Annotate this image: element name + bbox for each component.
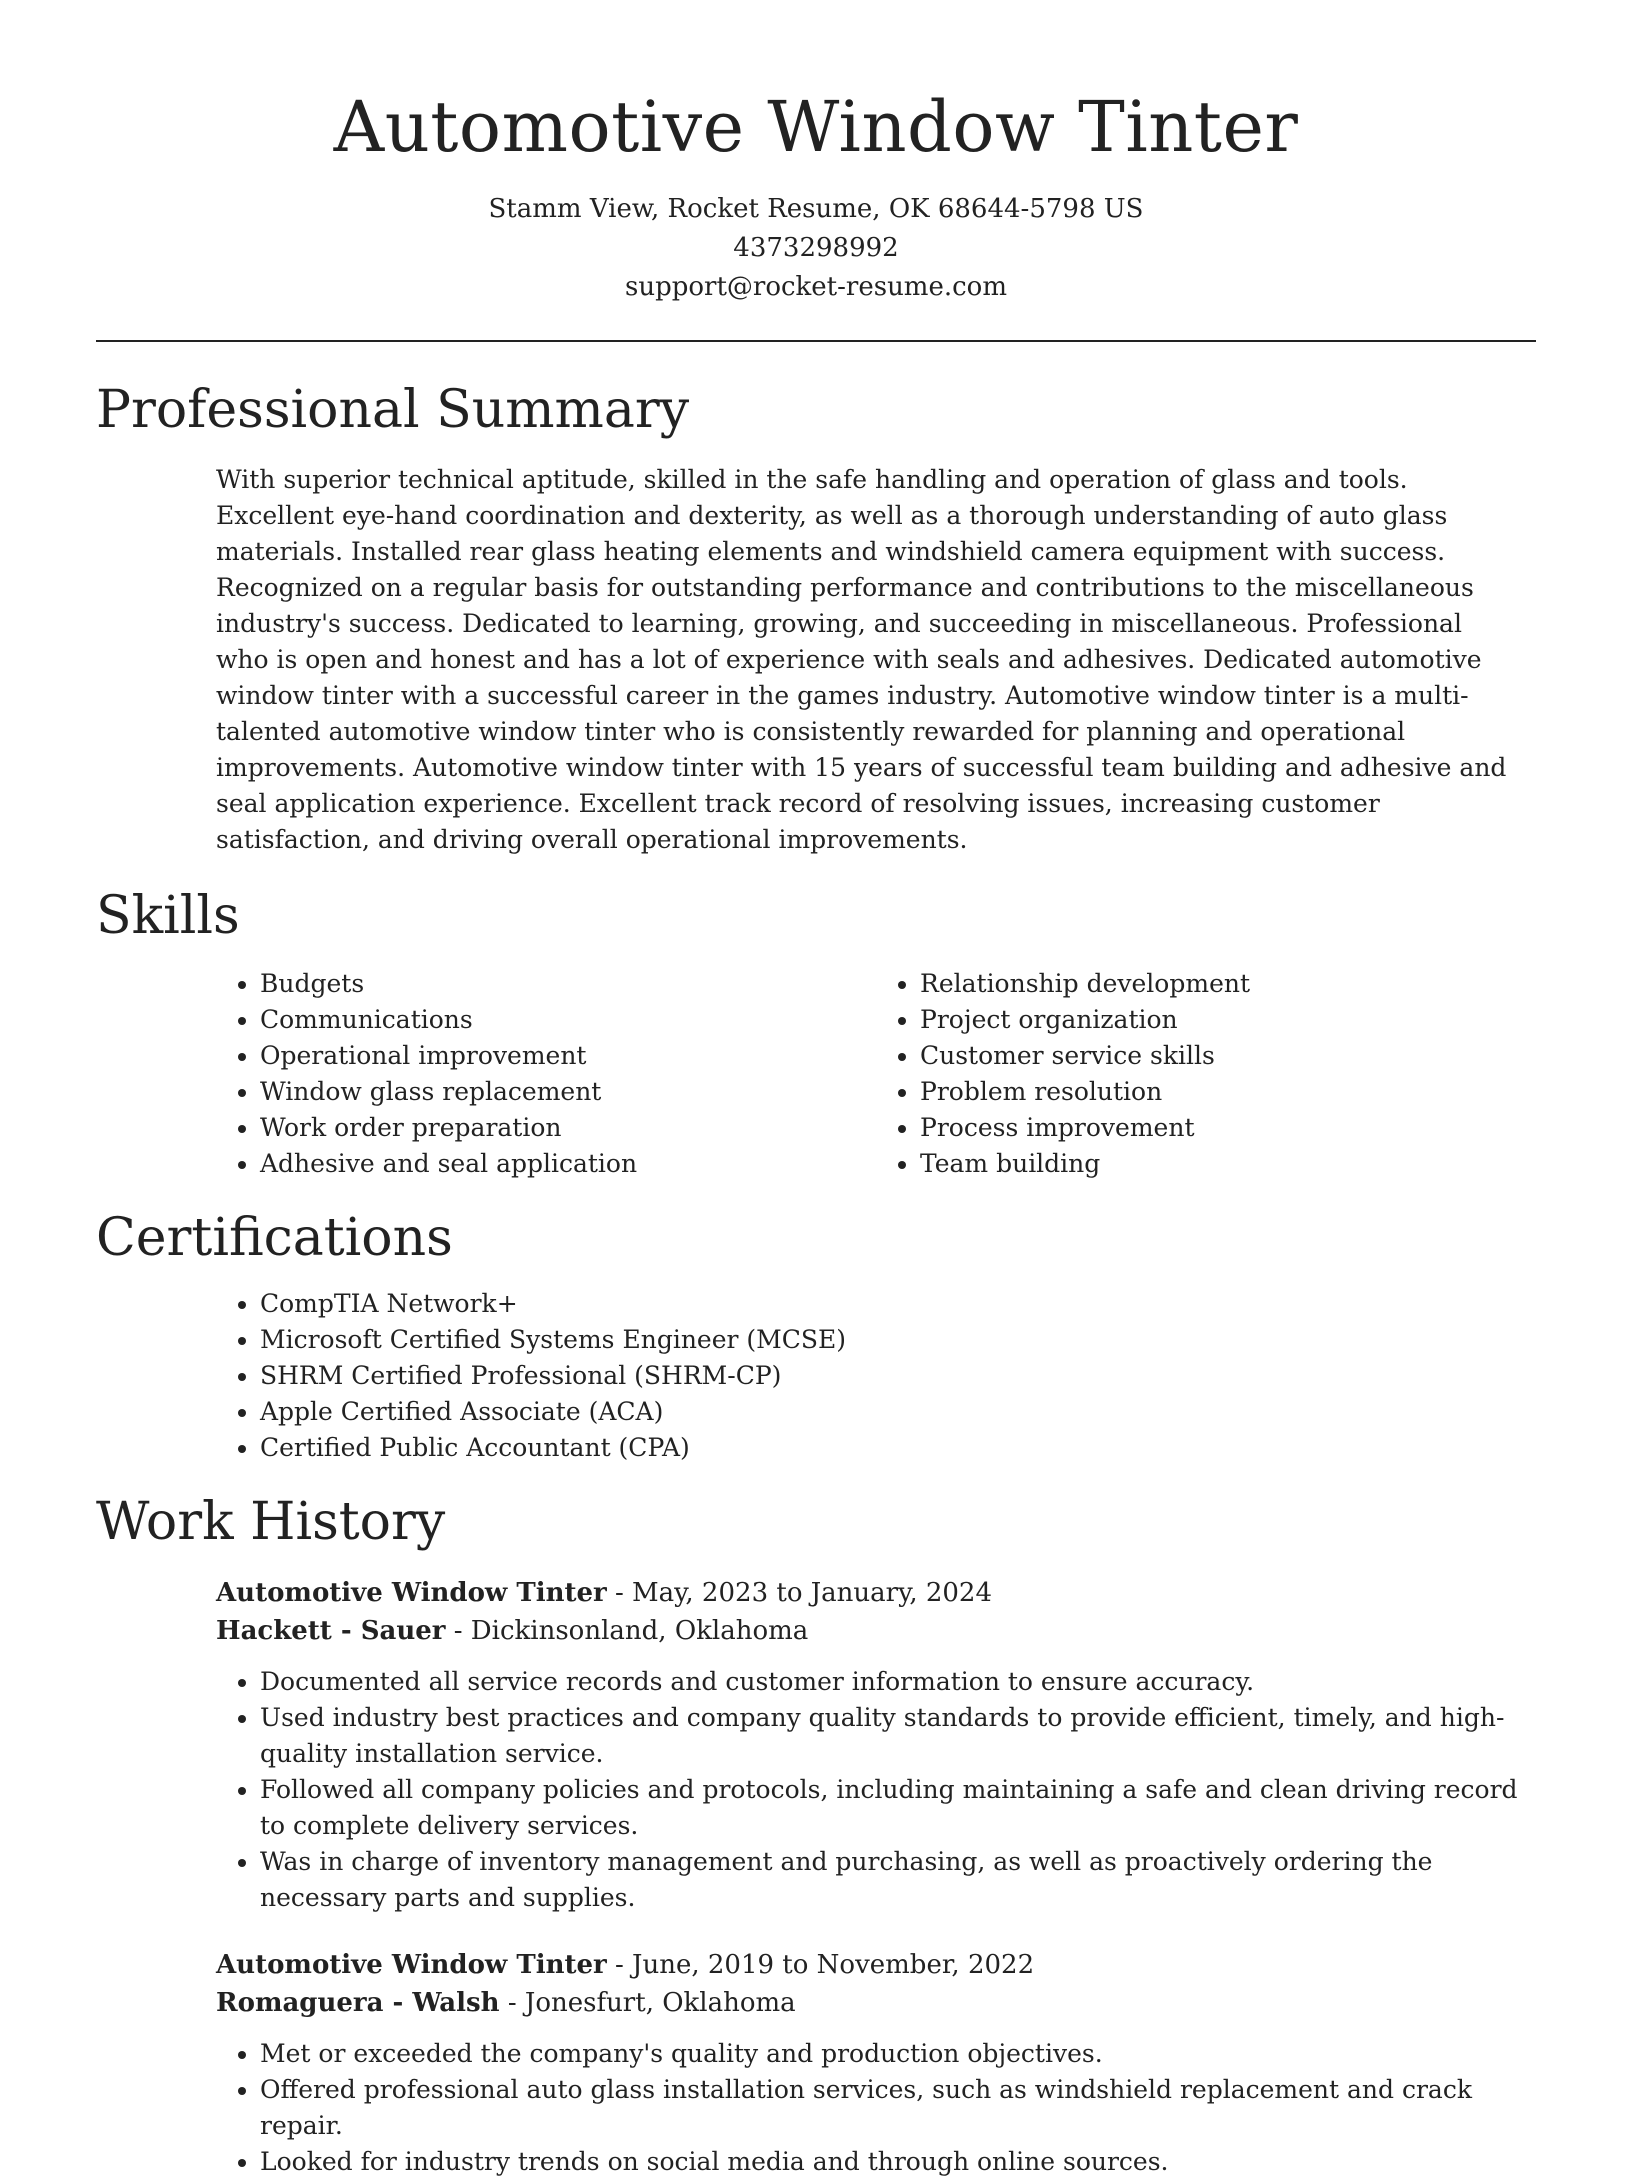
job-dates: - June, 2019 to November, 2022 [606, 1950, 1035, 1980]
summary-section [96, 378, 1536, 858]
skill-item: • Adhesive and seal application [260, 1146, 876, 1182]
email-text: support@rocket-resume.com [624, 272, 1007, 302]
job-role: Automotive Window Tinter [216, 1950, 607, 1980]
skill-item: • Window glass replacement [260, 1074, 876, 1110]
skill-item: • Customer service skills [920, 1038, 1536, 1074]
job-duty-item: • Met or exceeded the company's quality and production objectives. [260, 2036, 1536, 2072]
phone-text: 4373298992 [733, 233, 899, 263]
job-entry [216, 1946, 1536, 2180]
job-role: Automotive Window Tinter [216, 1578, 607, 1608]
skill-item: • Operational improvement [260, 1038, 876, 1074]
contact-block [0, 190, 1632, 307]
job-entry [216, 1574, 1536, 1916]
work-history-heading: Work History [96, 1492, 446, 1552]
summary-heading: Professional Summary [96, 380, 690, 440]
certifications-list [96, 1286, 1536, 1466]
skills-grid [96, 966, 1536, 1182]
job-duty-item: • Used industry best practices and company quality standards to provide efficient, timely, and high-quality installation service. [260, 1700, 1536, 1772]
skills-heading: Skills [96, 886, 240, 946]
skill-item: • Relationship development [920, 966, 1536, 1002]
job-location: - Dickinsonland, Oklahoma [445, 1616, 809, 1646]
job-company-line [216, 1984, 1536, 2022]
job-duty-item: • Was in charge of inventory management and purchasing, as well as proactively ordering the necessary parts and supplies. [260, 1844, 1536, 1916]
skills-column-left [96, 966, 876, 1182]
certifications-section [96, 1206, 1536, 1466]
skill-item: • Work order preparation [260, 1110, 876, 1146]
certifications-heading: Certifications [96, 1208, 453, 1268]
certification-item: • SHRM Certified Professional (SHRM-CP) [260, 1358, 1536, 1394]
skill-item: • Team building [920, 1146, 1536, 1182]
skill-item: • Process improvement [920, 1110, 1536, 1146]
job-duty-item: • Looked for industry trends on social media and through online sources. [260, 2144, 1536, 2180]
job-duty-item: • Documented all service records and customer information to ensure accuracy. [260, 1664, 1536, 1700]
job-company: Hackett - Sauer [216, 1616, 446, 1646]
skills-section [96, 884, 1536, 1182]
skills-column-right [876, 966, 1536, 1182]
certification-item: • Apple Certified Associate (ACA) [260, 1394, 1536, 1430]
resume-header [0, 0, 1632, 307]
job-duties-list [216, 1664, 1536, 1916]
job-location: - Jonesfurt, Oklahoma [499, 1988, 796, 2018]
certification-item: • Certified Public Accountant (CPA) [260, 1430, 1536, 1466]
job-title-line [216, 1574, 1536, 1612]
job-duties-list [216, 2036, 1536, 2180]
header-divider [96, 340, 1536, 342]
certification-item: • Microsoft Certified Systems Engineer (MCSE) [260, 1322, 1536, 1358]
work-history-section [96, 1490, 1536, 2180]
summary-text: With superior technical aptitude, skilled in the safe handling and operation of glass and tools. Excellent eye-hand coordination and dexterity, as well as a thorough understanding of auto glass materials. Installed rear glass heating elements and windshield camera equipment with success. Recognized on a regular basis for outstanding performance and contributions to the miscellaneous industry's success. Dedicated to learning, growing, and succeeding in miscellaneous. Professional who is open and honest and has a lot of experience with seals and adhesives. Dedicated automotive window tinter with a successful career in the games industry. Automotive window tinter is a multi-talented automotive window tinter who is consistently rewarded for planning and operational improvements. Automotive window tinter with 15 years of successful team building and adhesive and seal application experience. Excellent track record of resolving issues, increasing customer satisfaction, and driving overall operational improvements. [216, 465, 1507, 854]
skill-item: • Problem resolution [920, 1074, 1536, 1110]
job-dates: - May, 2023 to January, 2024 [606, 1578, 993, 1608]
candidate-name: Automotive Window Tinter [333, 86, 1299, 168]
job-company: Romaguera - Walsh [216, 1988, 500, 2018]
certification-item: • CompTIA Network+ [260, 1286, 1536, 1322]
job-company-line [216, 1612, 1536, 1650]
skill-item: • Budgets [260, 966, 876, 1002]
job-title-line [216, 1946, 1536, 1984]
job-duty-item: • Offered professional auto glass installation services, such as windshield replacement and crack repair. [260, 2072, 1536, 2144]
address-text: Stamm View, Rocket Resume, OK 68644-5798 US [488, 194, 1144, 224]
skill-item: • Project organization [920, 1002, 1536, 1038]
job-duty-item: • Followed all company policies and protocols, including maintaining a safe and clean driving record to complete delivery services. [260, 1772, 1536, 1844]
skill-item: • Communications [260, 1002, 876, 1038]
